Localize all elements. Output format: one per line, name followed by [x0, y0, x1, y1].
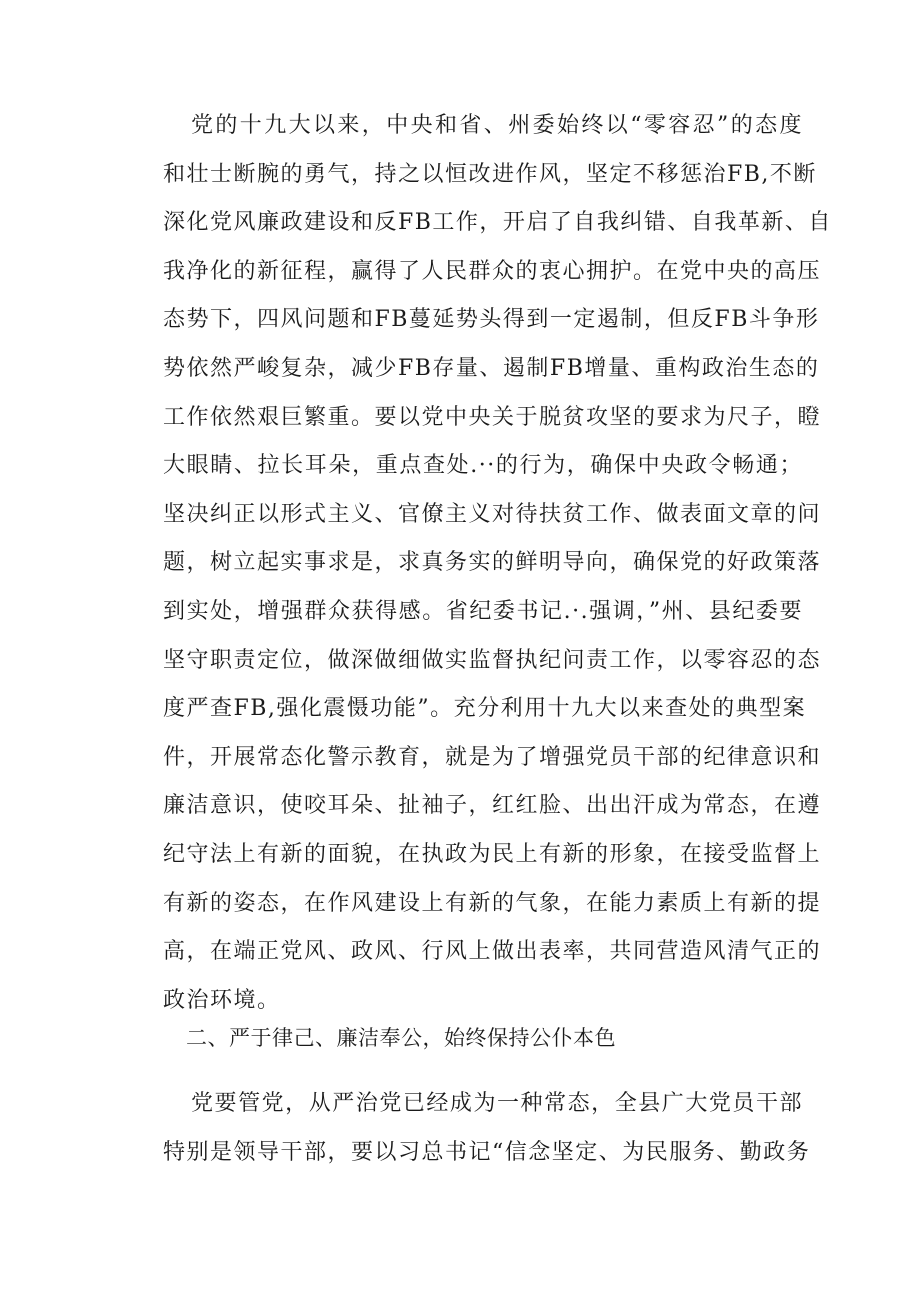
paragraph-line: 党要管党，从严治党已经成为一种常态，全县广大党员干部	[191, 1091, 803, 1116]
paragraph-line: 题，树立起实事求是，求真务实的鲜明导向，确保党的好政策落	[163, 550, 822, 576]
paragraph-line: 坚决纠正以形式主义、官僚主义对待扶贫工作、做表面文章的问	[163, 501, 822, 527]
paragraph-line: 高，在端正党风、政风、行风上做出表率，共同营造风清气正的	[163, 939, 822, 965]
paragraph-line: 到实处，增强群众获得感。省纪委书记.·.强调，”州、县纪委要	[163, 598, 803, 624]
paragraph-line: 纪守法上有新的面貌，在执政为民上有新的形象，在接受监督上	[163, 841, 822, 867]
paragraph-1	[163, 102, 832, 1025]
paragraph-line: 工作依然艰巨繁重。要以党中央关于脱贫攻坚的要求为尺子，瞪	[163, 404, 822, 430]
paragraph-line: 特别是领导干部，要以习总书记“信念坚定、为民服务、勤政务	[163, 1139, 811, 1165]
section-heading: 二、严于律己、廉洁奉公，始终保持公仆本色	[186, 1026, 616, 1050]
paragraph-line: 大眼睛、拉长耳朵，重点查处.··的行为，确保中央政令畅通；	[163, 453, 803, 479]
paragraph-2	[163, 1080, 811, 1177]
paragraph-line: 廉洁意识，使咬耳朵、扯袖子，红红脸、出出汗成为常态，在遵	[163, 793, 822, 819]
paragraph-line: 我净化的新征程，赢得了人民群众的衷心拥护。在党中央的高压	[163, 258, 822, 284]
paragraph-line: 态势下，四风问题和FB蔓延势头得到一定遏制，但反FB斗争形	[163, 307, 820, 333]
paragraph-line: 党的十九大以来，中央和省、州委始终以“零容忍”的态度	[191, 113, 803, 138]
paragraph-line-last: 政治环境。	[163, 987, 281, 1013]
paragraph-line: 度严查FB,强化震慑功能”。充分利用十九大以来查处的典型案	[163, 696, 807, 722]
paragraph-line: 势依然严峻复杂，减少FB存量、遏制FB增量、重构政治生态的	[163, 355, 820, 381]
paragraph-line: 有新的姿态，在作风建设上有新的气象，在能力素质上有新的提	[163, 890, 822, 916]
paragraph-line: 和壮士断腕的勇气，持之以恒改进作风，坚定不移惩治FB,不断	[163, 161, 817, 187]
paragraph-line: 件，开展常态化警示教育，就是为了增强党员干部的纪律意识和	[163, 744, 822, 770]
paragraph-line: 坚守职责定位，做深做细做实监督执纪问责工作，以零容忍的态	[163, 647, 822, 673]
paragraph-line: 深化党风廉政建设和反FB工作，开启了自我纠错、自我革新、自	[163, 210, 832, 236]
